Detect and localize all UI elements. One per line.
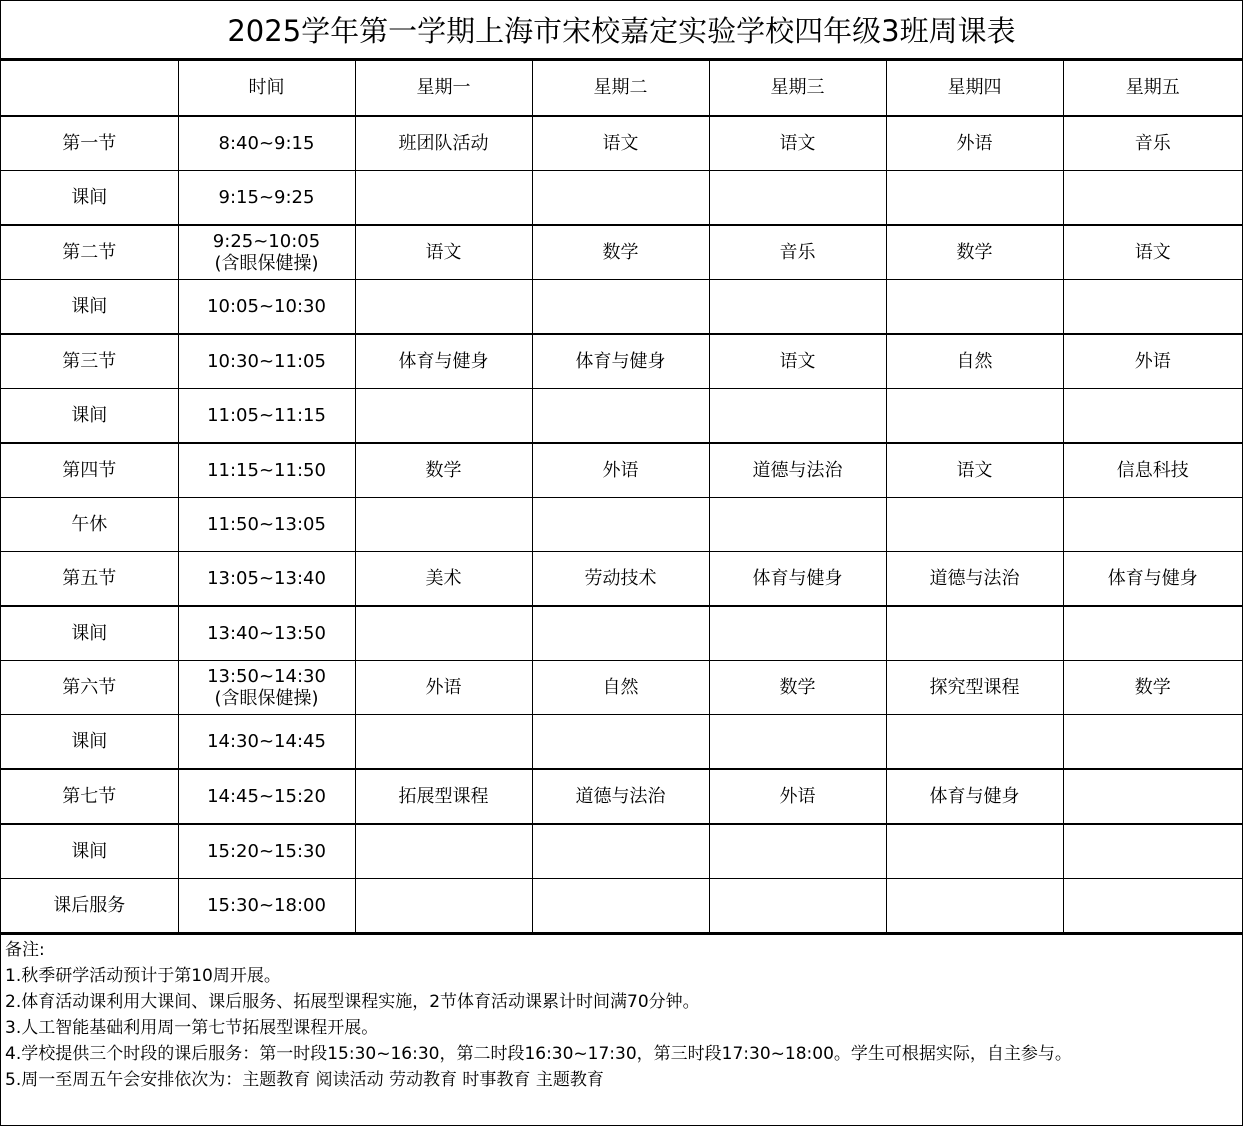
course-cell-monday: 班团队活动 xyxy=(355,116,532,171)
course-cell-tuesday: 自然 xyxy=(532,661,709,715)
timetable-grid xyxy=(1,60,1242,933)
period-label: 午休 xyxy=(1,498,178,552)
table-row xyxy=(1,606,1242,661)
course-cell-monday: 语文 xyxy=(355,225,532,280)
course-cell-monday: 体育与健身 xyxy=(355,334,532,389)
course-cell-thursday xyxy=(886,171,1063,226)
course-cell-monday: 拓展型课程 xyxy=(355,769,532,824)
course-cell-tuesday: 外语 xyxy=(532,443,709,498)
course-cell-thursday xyxy=(886,879,1063,933)
time-range: 8:40~9:15 xyxy=(218,132,315,154)
course-cell-monday: 美术 xyxy=(355,552,532,607)
course-cell-wednesday: 语文 xyxy=(709,116,886,171)
table-row xyxy=(1,498,1242,552)
course-cell-tuesday: 劳动技术 xyxy=(532,552,709,607)
course-cell-wednesday xyxy=(709,498,886,552)
period-label: 课间 xyxy=(1,171,178,226)
course-cell-tuesday xyxy=(532,824,709,879)
course-cell-wednesday: 数学 xyxy=(709,661,886,715)
course-cell-thursday xyxy=(886,824,1063,879)
period-time xyxy=(178,498,355,552)
course-cell-wednesday xyxy=(709,879,886,933)
period-label: 第五节 xyxy=(1,552,178,607)
time-range: 13:40~13:50 xyxy=(207,622,326,644)
course-cell-wednesday xyxy=(709,389,886,444)
course-cell-friday: 外语 xyxy=(1063,334,1242,389)
period-label: 第一节 xyxy=(1,116,178,171)
period-label: 课间 xyxy=(1,280,178,335)
course-cell-monday: 外语 xyxy=(355,661,532,715)
table-row xyxy=(1,552,1242,607)
course-cell-wednesday xyxy=(709,715,886,770)
course-cell-monday xyxy=(355,280,532,335)
period-label: 课间 xyxy=(1,606,178,661)
time-range: 14:30~14:45 xyxy=(207,730,326,752)
header-cell-corner xyxy=(1,61,178,117)
course-cell-tuesday xyxy=(532,389,709,444)
notes-heading: 备注: xyxy=(5,940,45,960)
table-row xyxy=(1,280,1242,335)
time-range: 9:15~9:25 xyxy=(218,186,315,208)
table-row xyxy=(1,661,1242,715)
course-cell-tuesday: 体育与健身 xyxy=(532,334,709,389)
period-label: 第四节 xyxy=(1,443,178,498)
table-row xyxy=(1,769,1242,824)
period-label: 课间 xyxy=(1,824,178,879)
time-range: 13:05~13:40 xyxy=(207,567,326,589)
period-time xyxy=(178,879,355,933)
period-time xyxy=(178,552,355,607)
time-range: 10:05~10:30 xyxy=(207,295,326,317)
time-range: 11:15~11:50 xyxy=(207,459,326,481)
period-label: 课间 xyxy=(1,715,178,770)
course-cell-friday xyxy=(1063,389,1242,444)
note-line: 1.秋季研学活动预计于第10周开展。 xyxy=(5,966,281,986)
course-cell-tuesday xyxy=(532,715,709,770)
course-cell-friday xyxy=(1063,769,1242,824)
time-range: 11:05~11:15 xyxy=(207,404,326,426)
period-time xyxy=(178,606,355,661)
course-cell-monday xyxy=(355,498,532,552)
course-cell-tuesday xyxy=(532,606,709,661)
time-range: 9:25~10:05 xyxy=(212,230,321,252)
period-label: 第三节 xyxy=(1,334,178,389)
course-cell-thursday: 自然 xyxy=(886,334,1063,389)
table-row xyxy=(1,824,1242,879)
course-cell-tuesday xyxy=(532,280,709,335)
course-cell-thursday xyxy=(886,606,1063,661)
period-label: 第七节 xyxy=(1,769,178,824)
course-cell-friday xyxy=(1063,171,1242,226)
header-cell-tuesday: 星期二 xyxy=(532,61,709,117)
course-cell-monday xyxy=(355,389,532,444)
time-range: 14:45~15:20 xyxy=(207,785,326,807)
course-cell-thursday: 道德与法治 xyxy=(886,552,1063,607)
period-time xyxy=(178,280,355,335)
table-row xyxy=(1,443,1242,498)
course-cell-monday: 数学 xyxy=(355,443,532,498)
header-cell-monday: 星期一 xyxy=(355,61,532,117)
period-time xyxy=(178,389,355,444)
note-line: 3.人工智能基础利用周一第七节拓展型课程开展。 xyxy=(5,1018,379,1038)
course-cell-thursday xyxy=(886,389,1063,444)
course-cell-friday xyxy=(1063,280,1242,335)
period-label: 课间 xyxy=(1,389,178,444)
course-cell-wednesday xyxy=(709,171,886,226)
course-cell-wednesday: 外语 xyxy=(709,769,886,824)
header-cell-thursday: 星期四 xyxy=(886,61,1063,117)
header-cell-time: 时间 xyxy=(178,61,355,117)
header-row xyxy=(1,61,1242,117)
course-cell-wednesday: 道德与法治 xyxy=(709,443,886,498)
time-range: 15:30~18:00 xyxy=(207,894,326,916)
time-note: (含眼保健操) xyxy=(214,687,319,709)
course-cell-thursday: 外语 xyxy=(886,116,1063,171)
notes-section xyxy=(1,933,1242,1125)
course-cell-tuesday xyxy=(532,171,709,226)
table-row xyxy=(1,879,1242,933)
period-time xyxy=(178,715,355,770)
period-time xyxy=(178,769,355,824)
course-cell-friday xyxy=(1063,879,1242,933)
table-row xyxy=(1,389,1242,444)
course-cell-tuesday xyxy=(532,498,709,552)
time-range: 15:20~15:30 xyxy=(207,840,326,862)
time-range: 13:50~14:30 xyxy=(207,665,326,687)
period-time xyxy=(178,225,355,280)
course-cell-wednesday: 体育与健身 xyxy=(709,552,886,607)
course-cell-thursday: 语文 xyxy=(886,443,1063,498)
course-cell-tuesday: 语文 xyxy=(532,116,709,171)
time-note: (含眼保健操) xyxy=(214,252,319,274)
course-cell-wednesday xyxy=(709,606,886,661)
period-label: 第二节 xyxy=(1,225,178,280)
time-range: 10:30~11:05 xyxy=(207,350,326,372)
header-cell-friday: 星期五 xyxy=(1063,61,1242,117)
course-cell-thursday xyxy=(886,715,1063,770)
course-cell-thursday xyxy=(886,498,1063,552)
table-row xyxy=(1,334,1242,389)
table-row xyxy=(1,171,1242,226)
table-row xyxy=(1,225,1242,280)
period-time xyxy=(178,824,355,879)
period-time xyxy=(178,116,355,171)
course-cell-friday: 信息科技 xyxy=(1063,443,1242,498)
course-cell-monday xyxy=(355,879,532,933)
course-cell-monday xyxy=(355,171,532,226)
course-cell-wednesday: 语文 xyxy=(709,334,886,389)
header-cell-wednesday: 星期三 xyxy=(709,61,886,117)
course-cell-wednesday xyxy=(709,824,886,879)
period-label: 课后服务 xyxy=(1,879,178,933)
course-cell-monday xyxy=(355,606,532,661)
course-cell-friday xyxy=(1063,498,1242,552)
course-cell-thursday: 体育与健身 xyxy=(886,769,1063,824)
course-cell-friday: 语文 xyxy=(1063,225,1242,280)
period-time xyxy=(178,334,355,389)
course-cell-thursday: 探究型课程 xyxy=(886,661,1063,715)
note-line: 4.学校提供三个时段的课后服务：第一时段15:30~16:30，第二时段16:30~17:30，第三时段17:30~18:00。学生可根据实际，自主参与。 xyxy=(5,1044,1072,1064)
table-row xyxy=(1,715,1242,770)
course-cell-tuesday xyxy=(532,879,709,933)
time-range: 11:50~13:05 xyxy=(207,513,326,535)
course-cell-wednesday: 音乐 xyxy=(709,225,886,280)
course-cell-tuesday: 道德与法治 xyxy=(532,769,709,824)
course-cell-monday xyxy=(355,824,532,879)
course-cell-friday xyxy=(1063,715,1242,770)
course-cell-friday xyxy=(1063,606,1242,661)
table-row xyxy=(1,116,1242,171)
period-label: 第六节 xyxy=(1,661,178,715)
course-cell-thursday: 数学 xyxy=(886,225,1063,280)
course-cell-friday: 体育与健身 xyxy=(1063,552,1242,607)
course-cell-friday: 音乐 xyxy=(1063,116,1242,171)
period-time xyxy=(178,661,355,715)
page-title: 2025学年第一学期上海市宋校嘉定实验学校四年级3班周课表 xyxy=(1,1,1242,60)
period-time xyxy=(178,171,355,226)
course-cell-friday xyxy=(1063,824,1242,879)
course-cell-monday xyxy=(355,715,532,770)
course-cell-thursday xyxy=(886,280,1063,335)
course-cell-tuesday: 数学 xyxy=(532,225,709,280)
period-time xyxy=(178,443,355,498)
note-line: 2.体育活动课利用大课间、课后服务、拓展型课程实施，2节体育活动课累计时间满70分钟。 xyxy=(5,992,700,1012)
note-line: 5.周一至周五午会安排依次为：主题教育 阅读活动 劳动教育 时事教育 主题教育 xyxy=(5,1070,604,1090)
course-cell-friday: 数学 xyxy=(1063,661,1242,715)
course-cell-wednesday xyxy=(709,280,886,335)
